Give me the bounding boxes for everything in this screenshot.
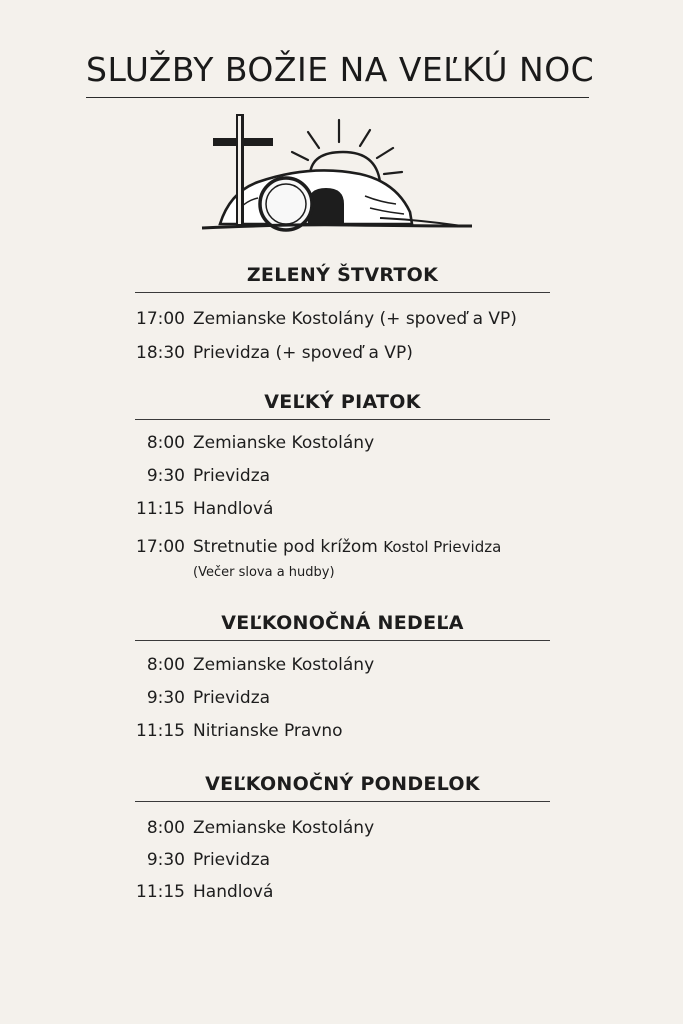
service-time: 11:15: [136, 499, 185, 519]
section-title: VEĽKÝ PIATOK: [135, 391, 550, 420]
service-place: Zemianske Kostolány: [193, 655, 375, 675]
service-place: Handlová: [193, 499, 274, 519]
service-place: Prievidza: [193, 688, 271, 708]
section-zeleny-stvrtok: [135, 264, 550, 363]
section-title: VEĽKONOČNÝ PONDELOK: [135, 773, 550, 802]
service-time: 9:30: [146, 466, 185, 486]
section-title: VEĽKONOČNÁ NEDEĽA: [135, 612, 550, 641]
section-velkonocny-pondelok: [135, 773, 550, 902]
section-title: ZELENÝ ŠTVRTOK: [135, 264, 550, 293]
section-velky-piatok: [135, 391, 550, 580]
service-time: 9:30: [146, 850, 185, 870]
service-time: 11:15: [136, 882, 185, 902]
service-place: Prievidza (+ spoveď a VP): [193, 343, 413, 363]
service-place-extra: Kostol Prievidza: [383, 538, 502, 556]
service-place-main: Stretnutie pod krížom: [193, 537, 378, 557]
service-time: 11:15: [136, 721, 185, 741]
service-time: 9:30: [146, 688, 185, 708]
service-place: Zemianske Kostolány: [193, 433, 375, 453]
service-time: 8:00: [146, 818, 185, 838]
service-place: Nitrianske Pravno: [193, 721, 343, 741]
page-title: SLUŽBY BOŽIE NA VEĽKÚ NOC: [86, 50, 595, 89]
service-place: Prievidza: [193, 850, 271, 870]
service-place: [193, 537, 501, 557]
service-time: 17:00: [136, 537, 185, 557]
service-place: Zemianske Kostolány: [193, 818, 375, 838]
service-note: (Večer slova a hudby): [193, 565, 335, 580]
service-place: Handlová: [193, 882, 274, 902]
section-velkonocna-nedela: [135, 612, 550, 741]
service-place: Prievidza: [193, 466, 271, 486]
title-divider: [86, 97, 589, 98]
service-time: 18:30: [136, 343, 185, 363]
service-place: Zemianske Kostolány (+ spoveď a VP): [193, 309, 517, 329]
service-time: 8:00: [146, 433, 185, 453]
service-time: 8:00: [146, 655, 185, 675]
service-time: 17:00: [136, 309, 185, 329]
cross-tomb-sunrise-icon: [200, 112, 475, 237]
